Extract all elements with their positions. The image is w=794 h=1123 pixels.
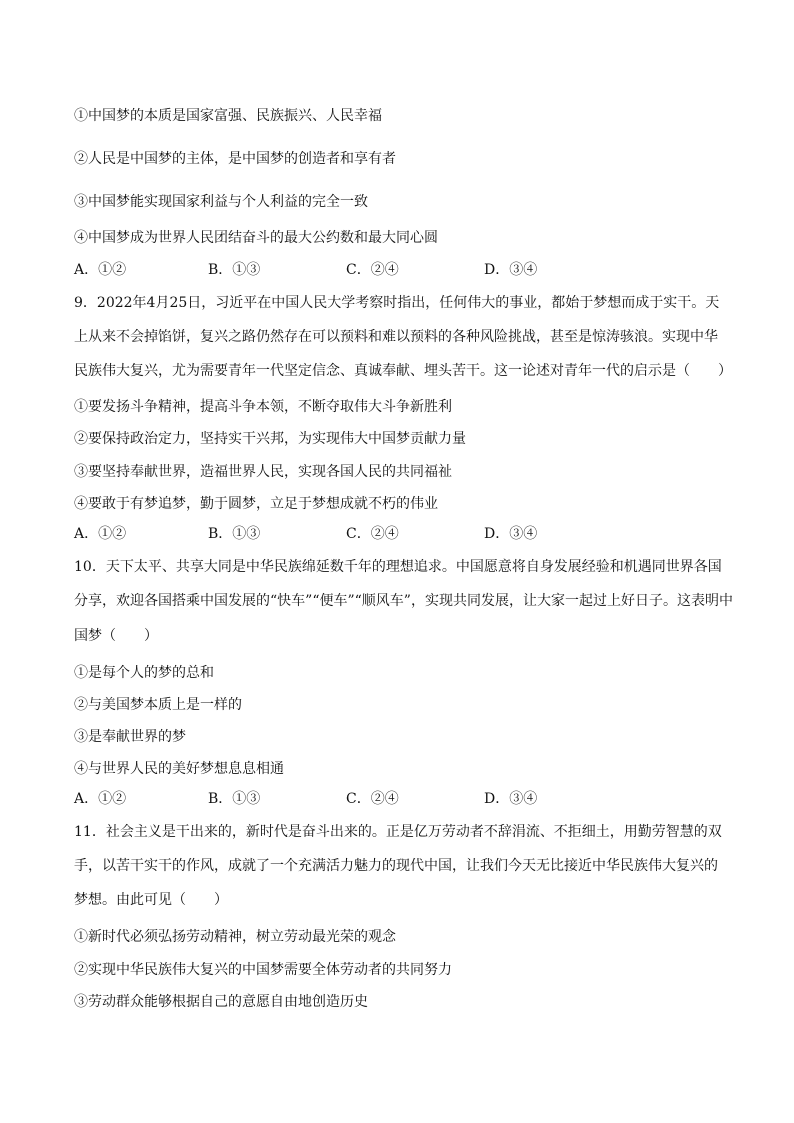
- q9-statement-4: ④要敢于有梦追梦，勤于圆梦，立足于梦想成就不朽的伟业: [74, 496, 438, 512]
- q8-option-b: B．①③: [208, 262, 261, 278]
- q8-statement-2: ②人民是中国梦的主体，是中国梦的创造者和享有者: [74, 151, 396, 167]
- q9-stem-line-1: 9．2022年4月25日，习近平在中国人民大学考察时指出，任何伟大的事业，都始于梦想而成于实干。天: [74, 295, 720, 311]
- q8-statement-3: ③中国梦能实现国家利益与个人利益的完全一致: [74, 194, 368, 210]
- q10-stem-line-1: 10．天下太平、共享大同是中华民族绵延数千年的理想追求。中国愿意将自身发展经验和机遇同世界各国: [74, 559, 722, 575]
- q11-stem-line-3: 梦想。由此可见（ ）: [74, 892, 228, 908]
- q11-stem-line-1: 11．社会主义是干出来的，新时代是奋斗出来的。正是亿万劳动者不辞涓流、不拒细土，用勤劳智慧的双: [74, 824, 722, 840]
- q9-option-d: D．③④: [484, 526, 538, 542]
- q11-statement-2: ②实现中华民族伟大复兴的中国梦需要全体劳动者的共同努力: [74, 962, 452, 978]
- q10-statement-4: ④与世界人民的美好梦想息息相通: [74, 761, 284, 777]
- q9-stem-line-2: 上从来不会掉馅饼，复兴之路仍然存在可以预料和难以预料的各种风险挑战，甚至是惊涛骇浪。实现中华: [74, 329, 718, 345]
- q9-option-b: B．①③: [208, 526, 261, 542]
- q8-options: [74, 261, 724, 279]
- q11-statement-3: ③劳动群众能够根据自己的意愿自由地创造历史: [74, 994, 368, 1010]
- q10-option-d: D．③④: [484, 791, 538, 807]
- q9-statement-1: ①要发扬斗争精神，提高斗争本领，不断夺取伟大斗争新胜利: [74, 399, 452, 415]
- q10-stem-line-2: 分享，欢迎各国搭乘中国发展的“快车”“便车”“顺风车”，实现共同发展，让大家一起过上好日子。这表明中: [74, 593, 733, 609]
- q11-statement-1: ①新时代必须弘扬劳动精神，树立劳动最光荣的观念: [74, 929, 396, 945]
- q8-statement-4: ④中国梦成为世界人民团结奋斗的最大公约数和最大同心圆: [74, 230, 438, 246]
- q10-stem-line-3: 国梦（ ）: [74, 628, 158, 644]
- q9-statement-3: ③要坚持奉献世界，造福世界人民，实现各国人民的共同福祉: [74, 464, 452, 480]
- q10-option-c: C．②④: [346, 791, 399, 807]
- q8-option-a: A．①②: [74, 262, 127, 278]
- q9-stem-line-3: 民族伟大复兴，尤为需要青年一代坚定信念、真诚奉献、埋头苦干。这一论述对青年一代的启示是（ ）: [74, 363, 732, 379]
- q8-option-d: D．③④: [484, 262, 538, 278]
- q8-statement-1: ①中国梦的本质是国家富强、民族振兴、人民幸福: [74, 108, 382, 124]
- q10-statement-2: ②与美国梦本质上是一样的: [74, 697, 242, 713]
- q9-option-a: A．①②: [74, 526, 127, 542]
- q9-options: [74, 525, 724, 543]
- q9-option-c: C．②④: [346, 526, 399, 542]
- q10-statement-3: ③是奉献世界的梦: [74, 729, 186, 745]
- q10-option-b: B．①③: [208, 791, 261, 807]
- q10-option-a: A．①②: [74, 791, 127, 807]
- q8-option-c: C．②④: [346, 262, 399, 278]
- q10-options: [74, 790, 724, 808]
- q9-statement-2: ②要保持政治定力，坚持实干兴邦，为实现伟大中国梦贡献力量: [74, 431, 466, 447]
- q11-stem-line-2: 手，以苦干实干的作风，成就了一个充满活力魅力的现代中国，让我们今天无比接近中华民族伟大复兴的: [74, 858, 718, 874]
- q10-statement-1: ①是每个人的梦的总和: [74, 665, 214, 681]
